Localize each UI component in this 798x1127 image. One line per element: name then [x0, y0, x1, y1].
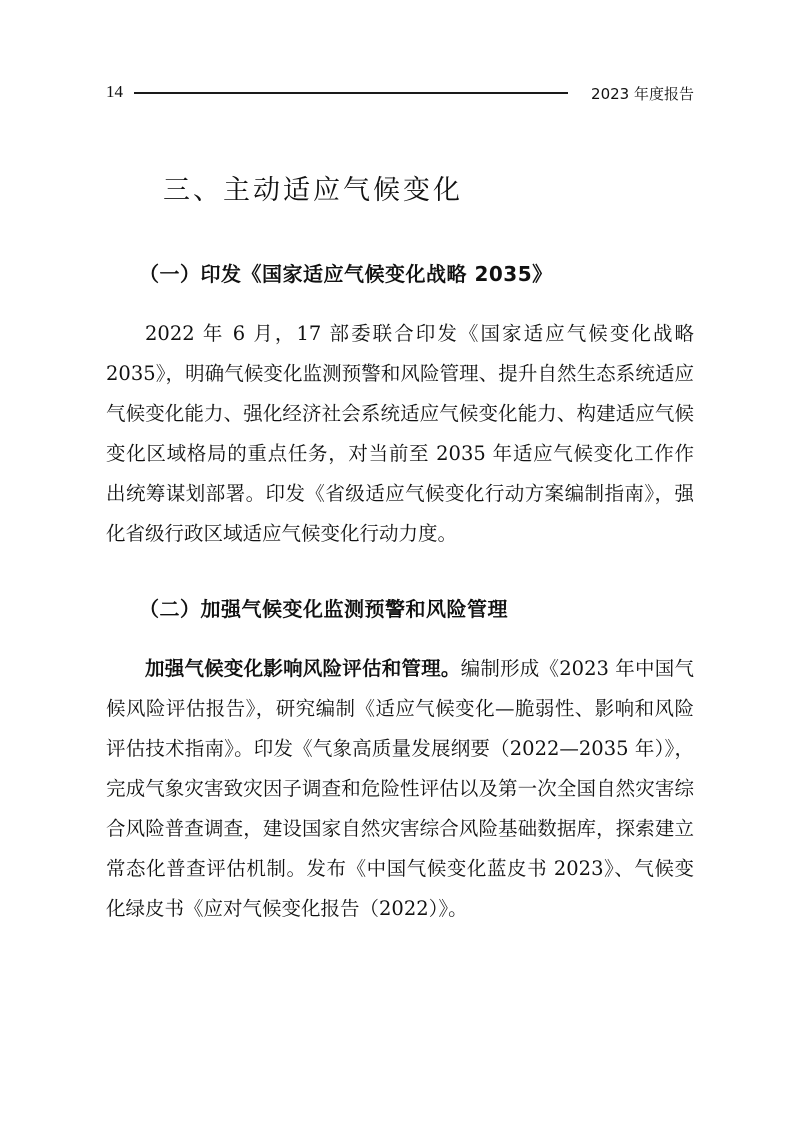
paragraph-1: 2022 年 6 月，17 部委联合印发《国家适应气候变化战略 2035》，明确气候变化监测预警和风险管理、提升自然生态系统适应气候变化能力、强化经济社会系统适应气候变化能力、构建适应气候变化区域格局的重点任务，对当前至 2035 年适应气候变化工作作出统筹谋划部署。印发《省级适应气候变化行动方案编制指南》，强化省级行政区域适应气候变化行动力度。 [106, 322, 694, 545]
paragraph-body: 编制形成《2023 年中国气候风险评估报告》，研究编制《适应气候变化—脆弱性、影响和风险评估技术指南》。印发《气象高质量发展纲要（2022—2035 年）》，完成气象灾害致灾因子调查和危险性评估以及第一次全国自然灾害综合风险普查调查，建设国家自然灾害综合风险基础数据库，探索建立常态化普查评估机制。发布《中国气候变化蓝皮书 2023》、气候变化绿皮书《应对气候变化报告（2022）》。 [106, 657, 694, 920]
report-title: 2023 年度报告 [591, 85, 694, 103]
header-divider [134, 92, 568, 94]
paragraph-lead: 加强气候变化影响风险评估和管理。 [145, 657, 461, 680]
paragraph-2 [106, 649, 694, 929]
section-heading: 三、主动适应气候变化 [163, 175, 463, 206]
subsection-heading-1: （一）印发《国家适应气候变化战略 2035》 [139, 262, 553, 286]
page-header [106, 80, 694, 104]
subsection-heading-2: （二）加强气候变化监测预警和风险管理 [139, 597, 508, 621]
page-number: 14 [106, 82, 123, 101]
